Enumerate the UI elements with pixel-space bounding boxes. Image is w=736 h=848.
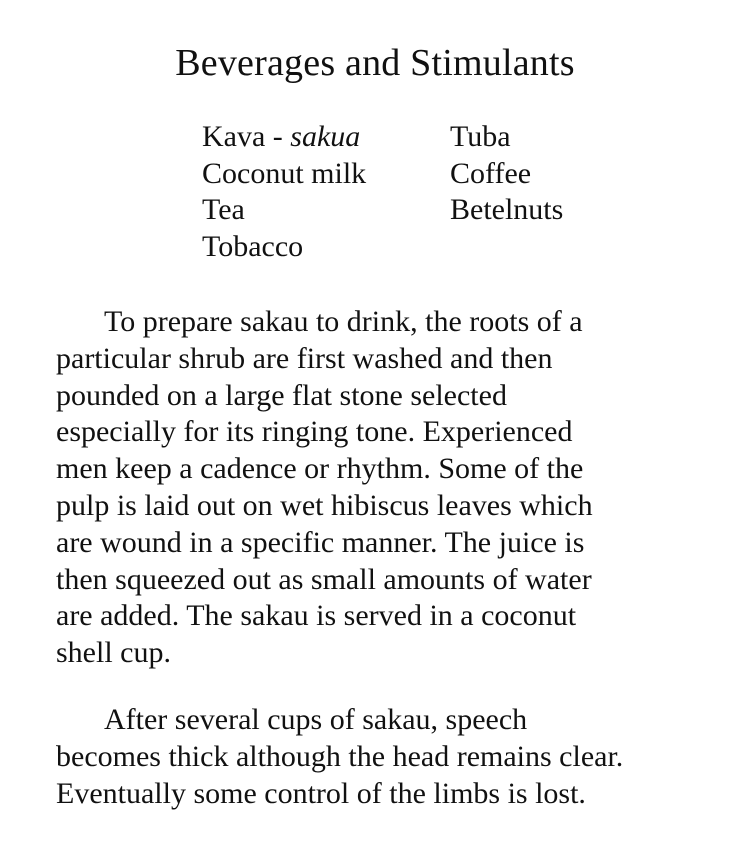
beverage-list-left [202, 119, 366, 265]
paragraph-line: To prepare sakau to drink, the roots of a [104, 305, 583, 338]
beverage-list-right [450, 119, 563, 229]
list-item: Tuba [450, 120, 511, 153]
paragraph-line: are added. The sakau is served in a coconut [56, 599, 577, 633]
page-title: Beverages and Stimulants [175, 42, 575, 84]
paragraph-line: particular shrub are first washed and then [56, 341, 553, 375]
list-item: Tobacco [202, 229, 304, 263]
list-item: Tea [202, 193, 245, 226]
paragraph-line: pounded on a large flat stone selected [56, 378, 507, 412]
paragraph-line: then squeezed out as small amounts of water [56, 562, 592, 596]
paragraph-line: especially for its ringing tone. Experienced [56, 415, 573, 449]
list-item: Coconut milk [202, 156, 367, 190]
paragraph-line: After several cups of sakau, speech [104, 703, 528, 736]
list-item: Coffee [450, 156, 532, 190]
paragraph-line: Eventually some control of the limbs is lost. [56, 776, 586, 810]
paragraph-sakau-effects [56, 702, 726, 812]
paragraph-sakau-preparation [56, 304, 726, 672]
list-item [202, 119, 366, 156]
paragraph-line: shell cup. [56, 636, 171, 670]
list-item-italic-term: sakua [290, 120, 361, 153]
list-item: Betelnuts [450, 193, 564, 226]
paragraph-line: becomes thick although the head remains clear. [56, 739, 624, 773]
paragraph-line: men keep a cadence or rhythm. Some of the [56, 452, 584, 486]
paragraph-line: pulp is laid out on wet hibiscus leaves which [56, 488, 593, 522]
paragraph-line: are wound in a specific manner. The juice is [56, 525, 585, 559]
list-item-label: Kava - [202, 120, 291, 153]
